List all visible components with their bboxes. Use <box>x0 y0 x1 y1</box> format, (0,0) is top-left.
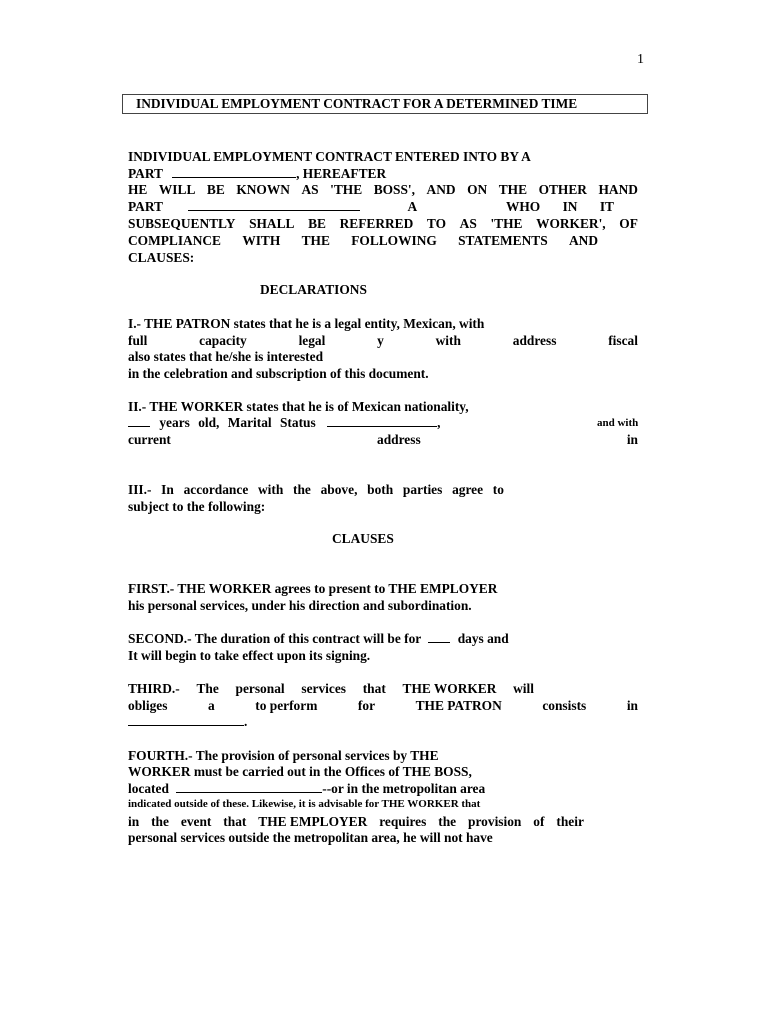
declarations-heading: DECLARATIONS <box>260 282 367 297</box>
justified-word: for <box>357 698 376 713</box>
justified-word: AND <box>568 233 598 248</box>
justified-word: ON <box>467 182 488 197</box>
justified-word: will <box>513 681 534 696</box>
justified-word: SHALL <box>249 216 295 231</box>
justified-word: parties <box>402 482 443 497</box>
justified-word: HAND <box>598 182 638 197</box>
fourth-located: located <box>128 781 169 796</box>
justified-word: 'THE <box>330 182 363 197</box>
justified-word: COMPLIANCE <box>128 233 221 248</box>
fourth-line-4: indicated outside of these. Likewise, it is advisable for THE WORKER that <box>128 798 481 810</box>
intro-line-3 <box>128 181 638 199</box>
justified-word: y <box>377 333 384 348</box>
justified-word: THE WORKER <box>402 681 497 696</box>
justified-word: THIRD.- <box>128 681 180 696</box>
justified-word: a <box>208 698 215 713</box>
justified-word: consists <box>542 698 587 713</box>
third-period: . <box>244 714 248 729</box>
justified-word: FOLLOWING <box>351 233 437 248</box>
justified-word: agree <box>452 482 484 497</box>
document-title: INDIVIDUAL EMPLOYMENT CONTRACT FOR A DETERMINED TIME <box>122 94 648 114</box>
justified-word: full <box>128 333 148 348</box>
services-blank[interactable] <box>128 713 244 726</box>
justified-word: TO <box>426 216 447 231</box>
justified-word: with <box>435 333 461 348</box>
justified-word: fiscal <box>608 333 638 348</box>
intro-line-7: CLAUSES: <box>128 250 195 265</box>
worker-name-blank[interactable] <box>188 198 360 211</box>
justified-word: that <box>223 814 247 829</box>
justified-word: The <box>196 681 219 696</box>
decl2-comma: , <box>437 415 441 430</box>
office-location-blank[interactable] <box>176 780 322 793</box>
fourth-line-6: personal services outside the metropolitan area, he will not have <box>128 830 493 845</box>
boss-name-blank[interactable] <box>172 165 296 178</box>
justified-word: of <box>533 814 545 829</box>
justified-word: BOSS', <box>373 182 415 197</box>
justified-word: STATEMENTS <box>458 233 548 248</box>
justified-word: III.- <box>128 482 152 497</box>
justified-word: current <box>128 432 171 447</box>
justified-word: that <box>362 681 386 696</box>
justified-word: accordance <box>183 482 249 497</box>
justified-word: IT <box>599 199 614 214</box>
justified-word: the <box>438 814 457 829</box>
justified-word: to <box>492 482 504 497</box>
justified-word: AND <box>426 182 456 197</box>
justified-word: WORKER', <box>536 216 606 231</box>
justified-word: WITH <box>242 233 281 248</box>
intro-who-in-it <box>506 198 614 216</box>
fourth-metro: --or in the metropolitan area <box>322 781 486 796</box>
justified-word: AS <box>459 216 477 231</box>
intro-line-5 <box>128 215 638 233</box>
justified-word: THE PATRON <box>415 698 502 713</box>
justified-word: HE <box>128 182 148 197</box>
justified-word: both <box>367 482 394 497</box>
justified-word: the <box>151 814 169 829</box>
decl1-line-4: in the celebration and subscription of this document. <box>128 366 429 381</box>
fourth-line-1: FOURTH.- The provision of personal services by THE <box>128 748 439 763</box>
second-line-2: It will begin to take effect upon its signing. <box>128 648 371 663</box>
decl1-line-1: I.- THE PATRON states that he is a legal entity, Mexican, with <box>128 316 485 331</box>
justified-word: AS <box>301 182 319 197</box>
intro-part-label: PART <box>128 166 163 181</box>
justified-word: BE <box>308 216 326 231</box>
intro-line-4 <box>128 198 638 216</box>
decl2-line-1: II.- THE WORKER states that he is of Mexican nationality, <box>128 399 469 414</box>
age-blank[interactable] <box>128 414 150 427</box>
third-line-1 <box>128 680 534 698</box>
second-text-b: days and <box>457 631 509 646</box>
justified-word: to perform <box>255 698 318 713</box>
justified-word: KNOWN <box>236 182 290 197</box>
justified-word: event <box>180 814 212 829</box>
justified-word: above, <box>320 482 358 497</box>
intro-part-label-2: PART <box>128 199 163 214</box>
justified-word: in <box>626 432 638 447</box>
justified-word: WHO <box>506 199 541 214</box>
justified-word: legal <box>298 333 326 348</box>
marital-status-blank[interactable] <box>327 414 437 427</box>
justified-word: THE EMPLOYER <box>258 814 368 829</box>
justified-word: requires <box>379 814 427 829</box>
justified-word: provision <box>468 814 522 829</box>
justified-word: with <box>257 482 284 497</box>
fourth-line-2: WORKER must be carried out in the Offices of THE BOSS, <box>128 764 472 779</box>
second-line-1 <box>128 630 638 648</box>
third-line-3 <box>128 713 638 731</box>
intro-line-6 <box>128 232 598 250</box>
decl2-and-with: and with <box>597 417 639 429</box>
justified-word: THE <box>498 182 528 197</box>
second-text-a: SECOND.- The duration of this contract will be for <box>128 631 421 646</box>
justified-word: in <box>626 698 638 713</box>
justified-word: in <box>128 814 140 829</box>
decl2-line-2 <box>128 414 638 432</box>
first-line-2: his personal services, under his direction and subordination. <box>128 598 472 613</box>
first-line-1: FIRST.- THE WORKER agrees to present to THE EMPLOYER <box>128 581 498 596</box>
justified-word: obliges <box>128 698 168 713</box>
days-blank[interactable] <box>428 630 450 643</box>
justified-word: services <box>301 681 346 696</box>
justified-word: IN <box>562 199 578 214</box>
justified-word: address <box>377 432 421 447</box>
justified-word: SUBSEQUENTLY <box>128 216 236 231</box>
decl3-line-1 <box>128 481 504 499</box>
justified-word: 'THE <box>490 216 523 231</box>
justified-word: the <box>293 482 311 497</box>
justified-word: OF <box>619 216 638 231</box>
justified-word: capacity <box>199 333 247 348</box>
justified-word: OTHER <box>538 182 587 197</box>
justified-word: personal <box>235 681 285 696</box>
justified-word: In <box>161 482 174 497</box>
decl2-line-3 <box>128 431 638 449</box>
intro-line-1: INDIVIDUAL EMPLOYMENT CONTRACT ENTERED INTO BY A <box>128 149 531 164</box>
justified-word: their <box>556 814 584 829</box>
intro-a: A <box>407 199 418 214</box>
justified-word: REFERRED <box>339 216 414 231</box>
clauses-heading: CLAUSES <box>332 531 394 546</box>
decl2-age-text: years old, Marital Status <box>159 415 316 430</box>
justified-word: THE <box>301 233 330 248</box>
justified-word: BE <box>206 182 225 197</box>
decl1-line-3: also states that he/she is interested <box>128 349 324 364</box>
page-number: 1 <box>637 52 644 67</box>
justified-word: WILL <box>158 182 196 197</box>
justified-word: address <box>512 333 557 348</box>
decl3-line-2: subject to the following: <box>128 499 266 514</box>
intro-hereafter: , HEREAFTER <box>296 166 387 181</box>
